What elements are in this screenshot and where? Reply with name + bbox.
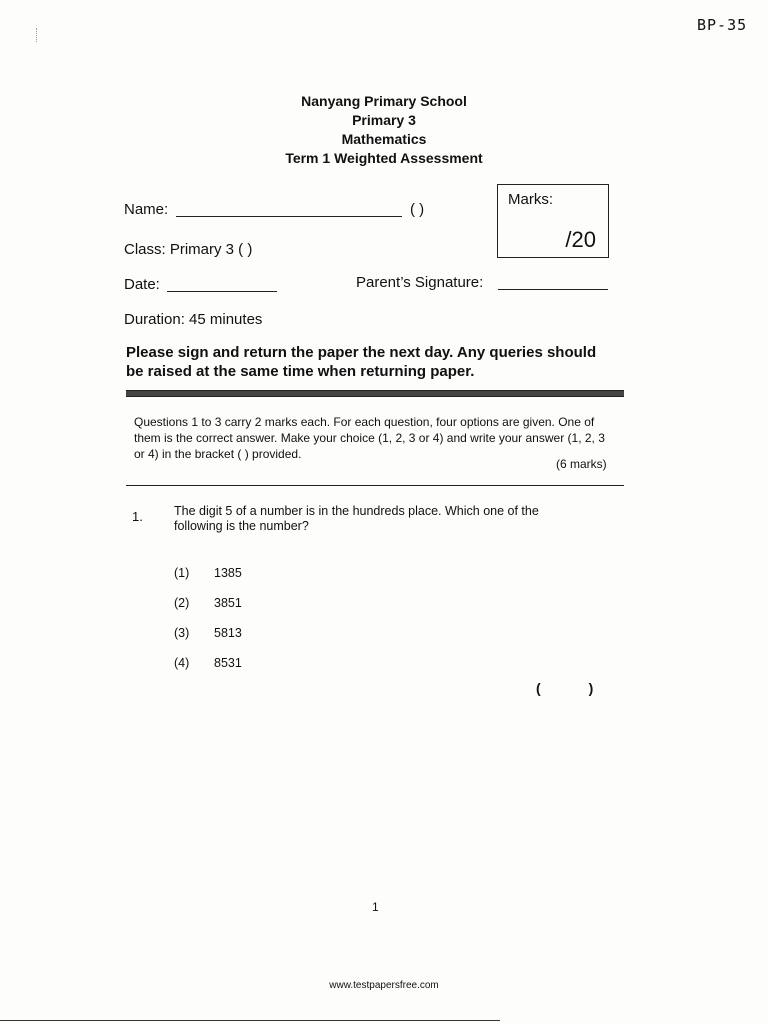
option-4 [174,656,242,670]
page-number: 1 [372,900,379,914]
option-value: 3851 [214,596,242,610]
question-text: The digit 5 of a number is in the hundreds place. Which one of the following is the number? [174,504,539,533]
subject: Mathematics [341,131,427,147]
option-label: (4) [174,656,190,670]
scan-edge [0,1020,500,1021]
section-divider [126,390,624,397]
option-2 [174,596,242,610]
option-value: 1385 [214,566,242,580]
option-value: 8531 [214,656,242,670]
section-instructions: Questions 1 to 3 carry 2 marks each. For each question, four options are given. One of them is the correct answer. Make your choice (1, 2, 3 or 4) and write your answer (1, 2, 3 or 4) in the bracket ( ) provided. [134,415,605,461]
question-number: 1. [132,509,143,524]
marks-label: Marks: [508,191,553,208]
return-notice: Please sign and return the paper the next day. Any queries should be raised at the same time when returning paper. [126,344,597,380]
section-marks: (6 marks) [556,457,607,471]
paper-code: BP-35 [697,16,748,34]
scan-speck [36,28,39,42]
signature-field[interactable] [498,289,608,290]
option-1 [174,566,242,580]
marks-box [497,184,609,258]
signature-label: Parent’s Signature: [356,274,484,291]
instructions-divider [126,485,624,486]
paper-header [0,92,768,168]
marks-total: /20 [565,227,596,252]
option-3 [174,626,242,640]
date-label: Date: [124,276,160,293]
duration: Duration: 45 minutes [124,311,263,328]
name-label: Name: [124,201,169,218]
level: Primary 3 [352,112,416,128]
name-field[interactable] [176,216,402,217]
index-number-bracket[interactable]: ( ) [410,201,425,218]
school-name: Nanyang Primary School [301,93,467,109]
class-field[interactable]: Class: Primary 3 ( ) [124,241,253,258]
option-value: 5813 [214,626,242,640]
option-label: (1) [174,566,190,580]
option-label: (3) [174,626,190,640]
footer-url: www.testpapersfree.com [329,980,439,991]
option-label: (2) [174,596,190,610]
answer-bracket-open: ( [536,680,541,696]
answer-bracket-close: ) [588,680,594,696]
answer-bracket[interactable] [536,680,593,696]
assessment-title: Term 1 Weighted Assessment [285,150,483,166]
date-field[interactable] [167,291,277,292]
